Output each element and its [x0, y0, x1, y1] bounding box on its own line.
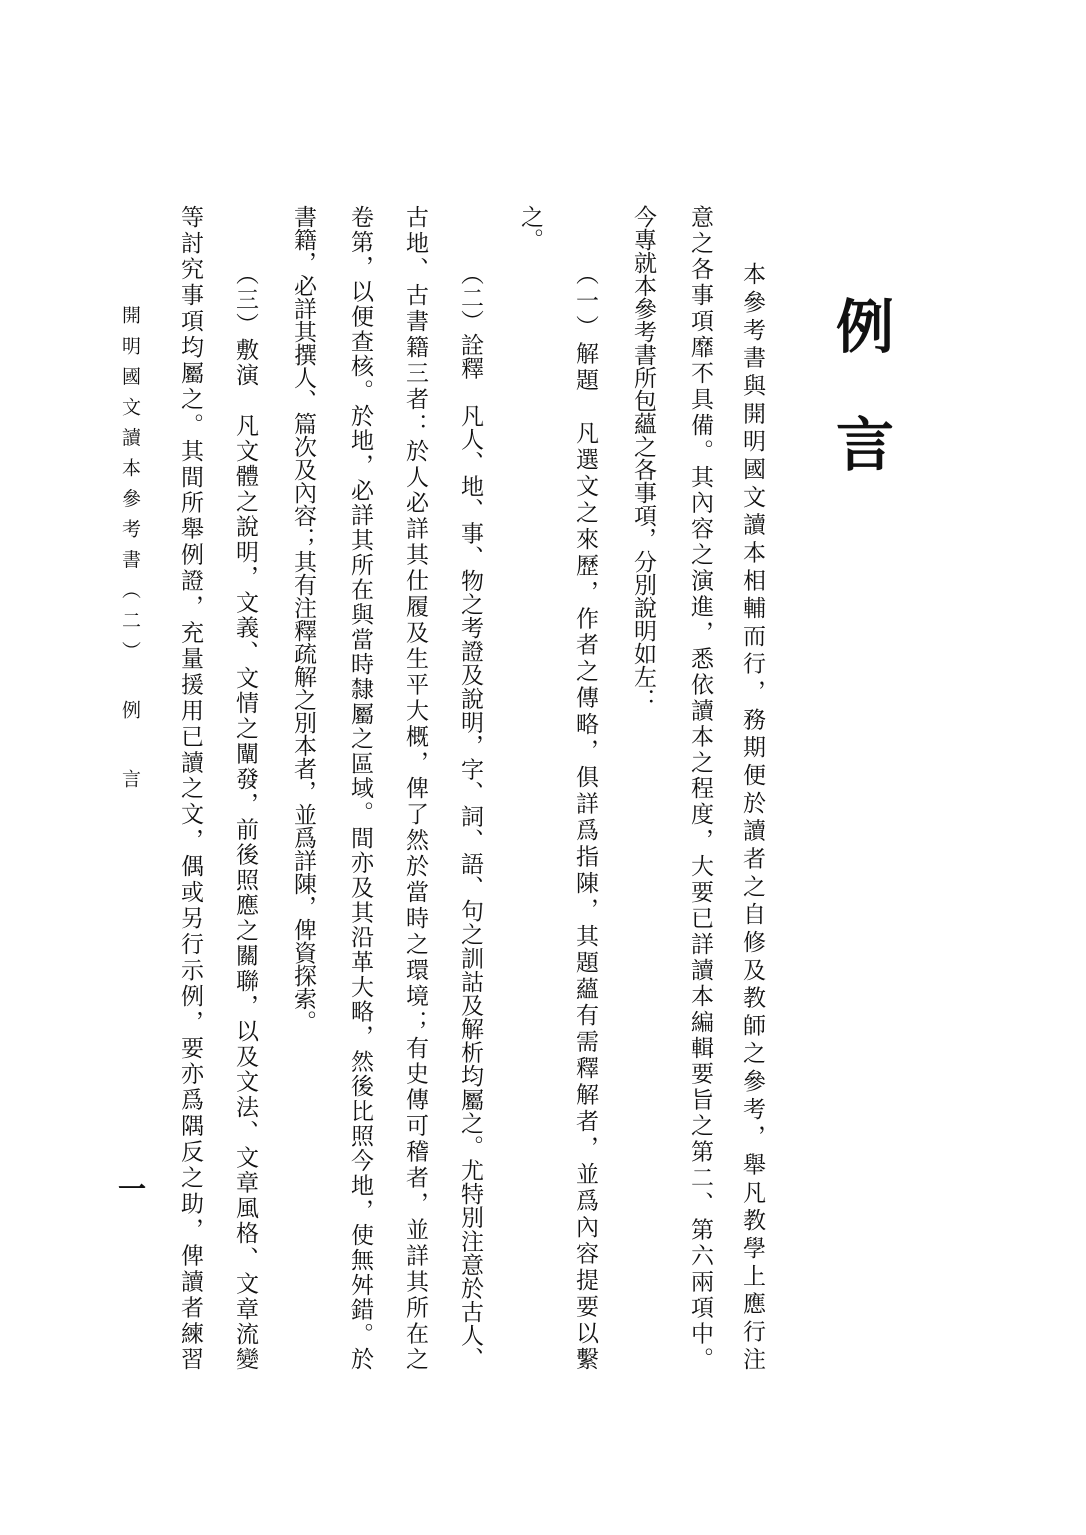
text-column-8: 卷第，以便查核。於地，必詳其所在與當時隸屬之區域。間亦及其沿革大略，然後比照今地，使無舛錯。於	[347, 205, 373, 1370]
text-column-11: 等討究事項均屬之。其間所舉例證，充量援用已讀之文，偶或另行示例，要亦爲隅反之助，俾讀者練習	[177, 205, 203, 1370]
page-number: 一	[114, 1174, 147, 1202]
text-column-5: 之。	[517, 205, 543, 251]
text-column-2: 意之各事項靡不具備。其內容之演進，悉依讀本之程度，大要已詳讀本編輯要旨之第二、第六兩項中。	[687, 205, 713, 1370]
text-column-6: （二）詮釋 凡人、地、事、物之考證及說明，字、詞、語、句之訓詁及解析均屬之。尤特別注意於古人、	[457, 262, 483, 1370]
text-column-4: （一）解題 凡選文之來歷，作者之傳略，俱詳爲指陳，其題蘊有需釋解者，並爲內容提要以繫	[572, 262, 598, 1370]
text-column-1: 本參考書與開明國文讀本相輔而行，務期便於讀者之自修及教師之參考，舉凡教學上應行注	[739, 262, 765, 1370]
page-title: 例言	[826, 296, 894, 532]
text-column-3: 今專就本參考書所包蘊之各事項，分別說明如左：	[630, 205, 656, 711]
running-footer-section: 例言	[119, 700, 141, 838]
text-column-9: 書籍，必詳其撰人、篇次及內容；其有注釋疏解之別本者，並爲詳陳，俾資探索。	[290, 205, 316, 1033]
running-footer-book-title: 開明國文讀本參考書（二）	[119, 305, 141, 660]
text-column-10: （三）敷演 凡文體之說明，文義、文情之闡發，前後照應之關聯，以及文法、文章風格、文章流變	[232, 262, 258, 1370]
text-column-7: 古地、古書籍三者：於人必詳其仕履及生平大概，俾了然於當時之環境；有史傳可稽者，並詳其所在之	[402, 205, 428, 1370]
